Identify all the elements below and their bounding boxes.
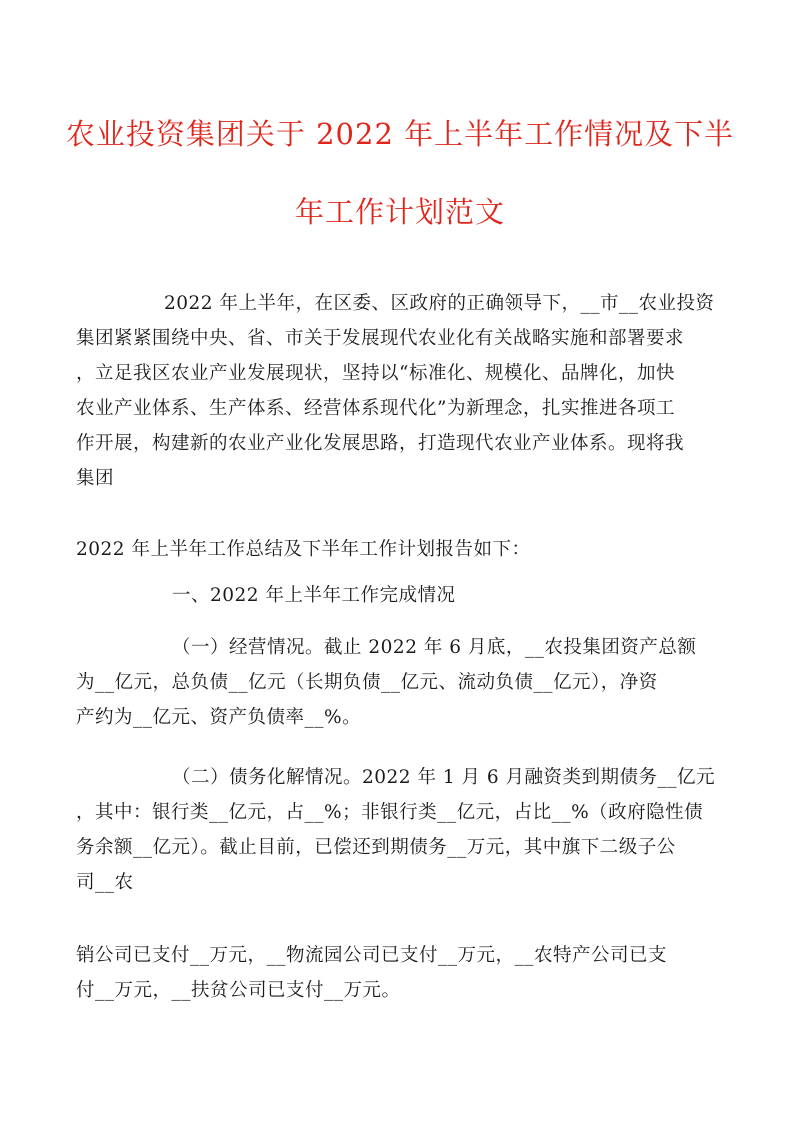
payment-line: 销公司已支付__万元，__物流园公司已支付__万元，__农特产公司已支 <box>76 945 668 966</box>
section-heading <box>76 578 726 613</box>
operations-line: 产约为__亿元、资产负债率__%。 <box>76 707 362 728</box>
debt-line: 司__农 <box>76 872 134 893</box>
intro-line: ，立足我区农业产业发展现状，坚持以“标准化、规模化、品牌化，加快 <box>76 363 675 384</box>
operations-line: 为__亿元，总负债__亿元（长期负债__亿元、流动负债__亿元），净资 <box>76 672 658 693</box>
payment-line: 付__万元，__扶贫公司已支付__万元。 <box>76 980 401 1001</box>
intro-paragraph <box>76 286 726 496</box>
operations-paragraph <box>76 630 726 735</box>
intro-line: 农业产业体系、生产体系、经营体系现代化”为新理念，扎实推进各项工 <box>76 398 675 419</box>
intro-line: 作开展，构建新的农业产业化发展思路，打造现代农业产业体系。现将我 <box>76 433 685 454</box>
intro-line: 2022 年上半年，在区委、区政府的正确领导下，__市__农业投资 <box>164 293 715 314</box>
operations-line: （一）经营情况。截止 2022 年 6 月底，__农投集团资产总额 <box>172 637 697 658</box>
debt-line: 务余额__亿元）。截止目前，已偿还到期债务__万元，其中旗下二级子公 <box>76 837 676 858</box>
intro-line: 集团 <box>76 468 115 489</box>
debt-line: （二）债务化解情况。2022 年 1 月 6 月融资类到期债务__亿元 <box>172 767 716 788</box>
payment-paragraph <box>76 938 726 1008</box>
document-title-line-1: 农业投资集团关于 2022 年上半年工作情况及下半 <box>65 117 735 151</box>
document-title-line-2: 年工作计划范文 <box>294 195 505 229</box>
debt-line: ，其中：银行类__亿元，占__%；非银行类__亿元，占比__%（政府隐性债 <box>76 802 704 823</box>
report-line: 2022 年上半年工作总结及下半年工作计划报告如下： <box>76 539 531 560</box>
report-intro-paragraph <box>76 532 726 567</box>
intro-line: 集团紧紧围绕中央、省、市关于发展现代农业化有关战略实施和部署要求 <box>76 328 685 349</box>
section1-heading: 一、2022 年上半年工作完成情况 <box>172 585 456 606</box>
debt-paragraph <box>76 760 726 900</box>
